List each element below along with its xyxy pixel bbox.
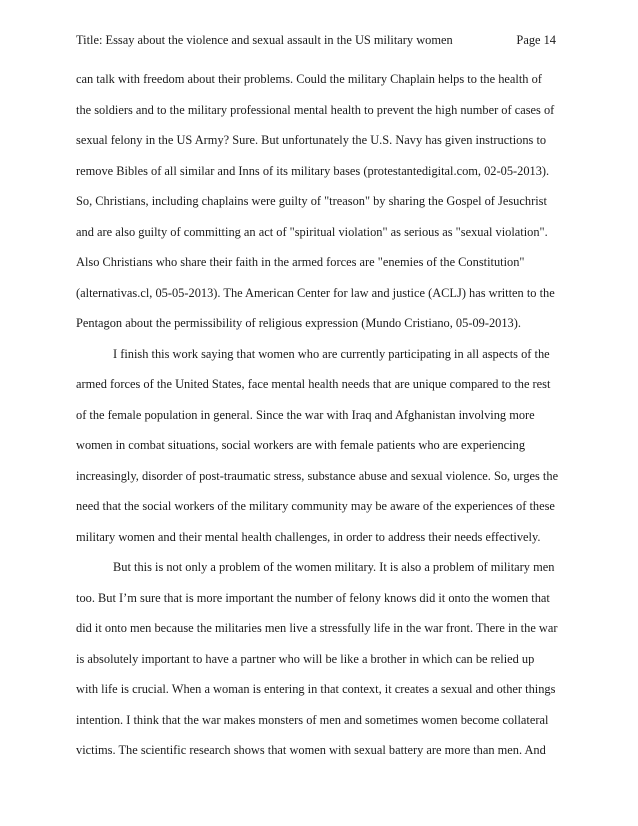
text-line: increasingly, disorder of post-traumatic stress, substance abuse and sexual violence. So, urges the [76, 468, 559, 483]
text-line: Pentagon about the permissibility of religious expression (Mundo Cristiano, 05-09-2013). [76, 316, 521, 330]
text-line: armed forces of the United States, face mental health needs that are unique compared to the rest [76, 377, 551, 391]
header-page-number: Page 14 [516, 33, 556, 47]
text-line: women in combat situations, social workers are with female patients who are experiencing [76, 438, 526, 452]
text-line: the soldiers and to the military professional mental health to prevent the high number of cases of [76, 102, 555, 117]
text-line: intention. I think that the war makes monsters of men and sometimes women become collateral [76, 712, 549, 727]
text-line: victims. The scientific research shows that women with sexual battery are more than men. And [76, 743, 546, 757]
paragraph-start-line: But this is not only a problem of the women military. It is also a problem of military men [113, 560, 555, 574]
text-line: Also Christians who share their faith in the armed forces are "enemies of the Constitution" [76, 255, 525, 269]
text-line: can talk with freedom about their problems. Could the military Chaplain helps to the health of [76, 72, 542, 86]
text-line: remove Bibles of all similar and Inns of its military bases (protestantedigital.com, 02-05-2013). [76, 163, 550, 178]
text-line: with life is crucial. When a woman is entering in that context, it creates a sexual and other things [76, 682, 556, 696]
text-line: need that the social workers of the military community may be aware of the experiences of these [76, 499, 555, 513]
paragraph-start-line: I finish this work saying that women who are currently participating in all aspects of the [113, 346, 550, 361]
text-line: did it onto men because the militaries men live a stressfully life in the war front. There in the war [76, 621, 558, 635]
text-line: (alternativas.cl, 05-05-2013). The American Center for law and justice (ACLJ) has written to the [76, 285, 555, 300]
text-line: sexual felony in the US Army? Sure. But unfortunately the U.S. Navy has given instructions to [76, 133, 547, 147]
text-line: of the female population in general. Since the war with Iraq and Afghanistan involving more [76, 407, 535, 422]
text-line: military women and their mental health challenges, in order to address their needs effectively. [76, 529, 541, 544]
text-line: too. But I’m sure that is more important the number of felony knows did it onto the women that [76, 590, 550, 605]
text-line: is absolutely important to have a partner who will be like a brother in which can be relied up [76, 651, 535, 666]
body-text [76, 71, 566, 773]
header-title: Title: Essay about the violence and sexual assault in the US military women [76, 33, 453, 47]
text-line: and are also guilty of committing an act of "spiritual violation" as serious as "sexual violation". [76, 224, 548, 239]
text-line: So, Christians, including chaplains were guilty of "treason" by sharing the Gospel of Jesuchrist [76, 194, 547, 208]
